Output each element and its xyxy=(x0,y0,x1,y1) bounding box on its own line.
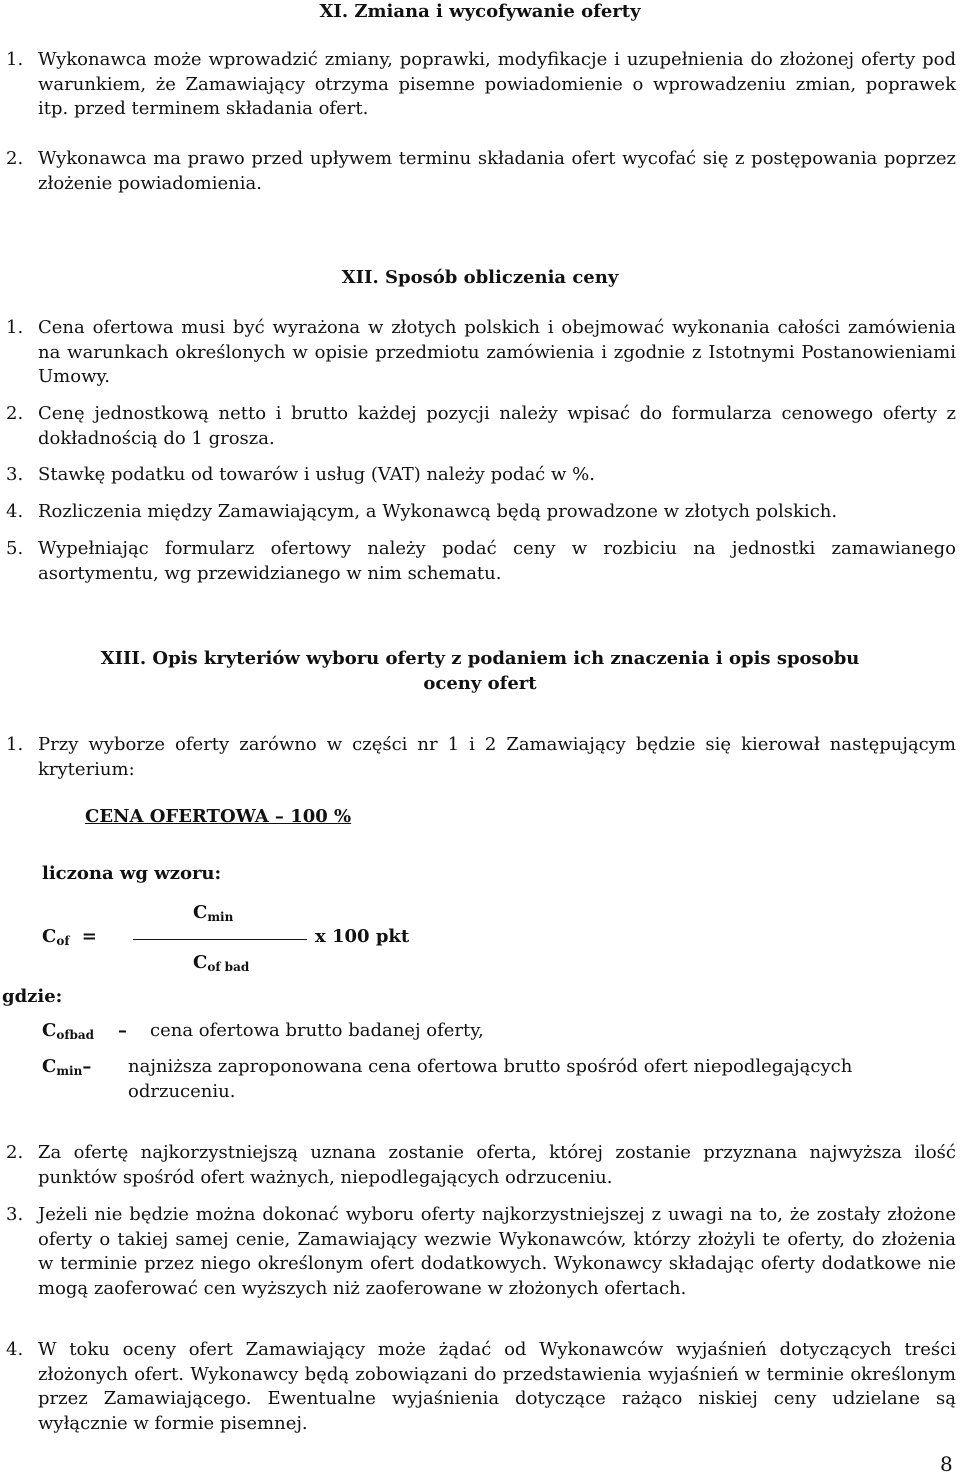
item-number: 3. xyxy=(6,464,24,485)
item-number: 2. xyxy=(6,148,24,169)
item-text: Za ofertę najkorzystniejszą uznana zostanie oferta, której zostanie przyznana najwyższa ilość punktów spośród ofert ważnych, niepodlegających odrzuceniu. xyxy=(38,1142,956,1188)
item-text: Jeżeli nie będzie można dokonać wyboru oferty najkorzystniejszej z uwagi na to, że zostały złożone oferty o takiej samej cenie, Zamawiający wezwie Wykonawców, którzy złożyli te oferty, do złożenia w terminie przez niego określonym ofert dodatkowych. Wykonawcy składając oferty dodatkowe nie mogą zaoferować cen wyższych niż zaoferowane w złożonych ofertach. xyxy=(38,1204,956,1299)
item-number: 4. xyxy=(6,1339,24,1360)
item-text: Wykonawca może wprowadzić zmiany, poprawki, modyfikacje i uzupełnienia do złożonej oferty pod warunkiem, że Zamawiający otrzyma pisemne powiadomienie o wprowadzeniu zmian, poprawek itp. przed terminem składania ofert. xyxy=(38,49,956,119)
item-number: 4. xyxy=(6,501,24,522)
definition-symbol: $C_{ofbad}$ xyxy=(42,1020,95,1042)
item-number: 3. xyxy=(6,1204,24,1225)
definition-text: cena ofertowa brutto badanej oferty, xyxy=(150,1020,484,1041)
section-11-heading: XI. Zmiana i wycofywanie oferty xyxy=(319,1,641,22)
item-text: Wykonawca ma prawo przed upływem terminu składania ofert wycofać się z postępowania poprzez złożenie powiadomienia. xyxy=(38,148,956,194)
formula-multiplier: x 100 pkt xyxy=(315,926,410,947)
section-12-heading: XII. Sposób obliczenia ceny xyxy=(341,267,619,288)
item-text: Stawkę podatku od towarów i usług (VAT) należy podać w %. xyxy=(38,464,595,485)
formula-intro: liczona wg wzoru: xyxy=(42,863,222,884)
item-text: Przy wyborze oferty zarówno w części nr 1 i 2 Zamawiający będzie się kierował następującym kryterium: xyxy=(38,734,956,780)
section-13-heading xyxy=(0,647,960,696)
item-number: 1. xyxy=(6,317,24,338)
section-13-heading-line2: oceny ofert xyxy=(423,672,537,694)
fraction-bar xyxy=(133,939,307,940)
definition-text: najniższa zaproponowana cena ofertowa brutto spośród ofert niepodlegających odrzuceniu. xyxy=(128,1056,853,1102)
item-text: Wypełniając formularz ofertowy należy podać ceny w rozbiciu na jednostki zamawianego asortymentu, wg przewidzianego w nim schematu. xyxy=(38,538,956,584)
criterion-label: CENA OFERTOWA – 100 % xyxy=(85,806,352,827)
definition-dash: – xyxy=(118,1020,127,1041)
definition-symbol: $C_{min}-$ xyxy=(42,1056,92,1078)
item-number: 1. xyxy=(6,734,24,755)
formula-numerator: $C_{min}$ xyxy=(193,902,234,924)
page-number: 8 xyxy=(940,1452,953,1476)
section-13-heading-line1: XIII. Opis kryteriów wyboru oferty z podaniem ich znaczenia i opis sposobu xyxy=(100,648,860,669)
where-label: gdzie: xyxy=(2,986,63,1007)
item-text: W toku oceny ofert Zamawiający może żądać od Wykonawców wyjaśnień dotyczących treści złożonych ofert. Wykonawcy będą zobowiązani do przedstawienia wyjaśnień w terminie określonym przez Zamawiającego. Ewentualne wyjaśnienia dotyczące rażąco niskiej ceny udzielane są wyłącznie w formie pisemnej. xyxy=(38,1339,956,1434)
item-text: Cena ofertowa musi być wyrażona w złotych polskich i obejmować wykonania całości zamówienia na warunkach określonych w opisie przedmiotu zamówienia i zgodnie z Istotnymi Postanowieniami Umowy. xyxy=(38,317,956,387)
formula-lhs: $C_{of}$ = xyxy=(42,926,97,948)
item-number: 2. xyxy=(6,403,24,424)
item-number: 5. xyxy=(6,538,24,559)
formula-denominator: $C_{of bad}$ xyxy=(193,952,250,974)
item-number: 2. xyxy=(6,1142,24,1163)
item-text: Cenę jednostkową netto i brutto każdej pozycji należy wpisać do formularza cenowego oferty z dokładnością do 1 grosza. xyxy=(38,403,956,449)
item-number: 1. xyxy=(6,49,24,70)
item-text: Rozliczenia między Zamawiającym, a Wykonawcą będą prowadzone w złotych polskich. xyxy=(38,501,838,522)
